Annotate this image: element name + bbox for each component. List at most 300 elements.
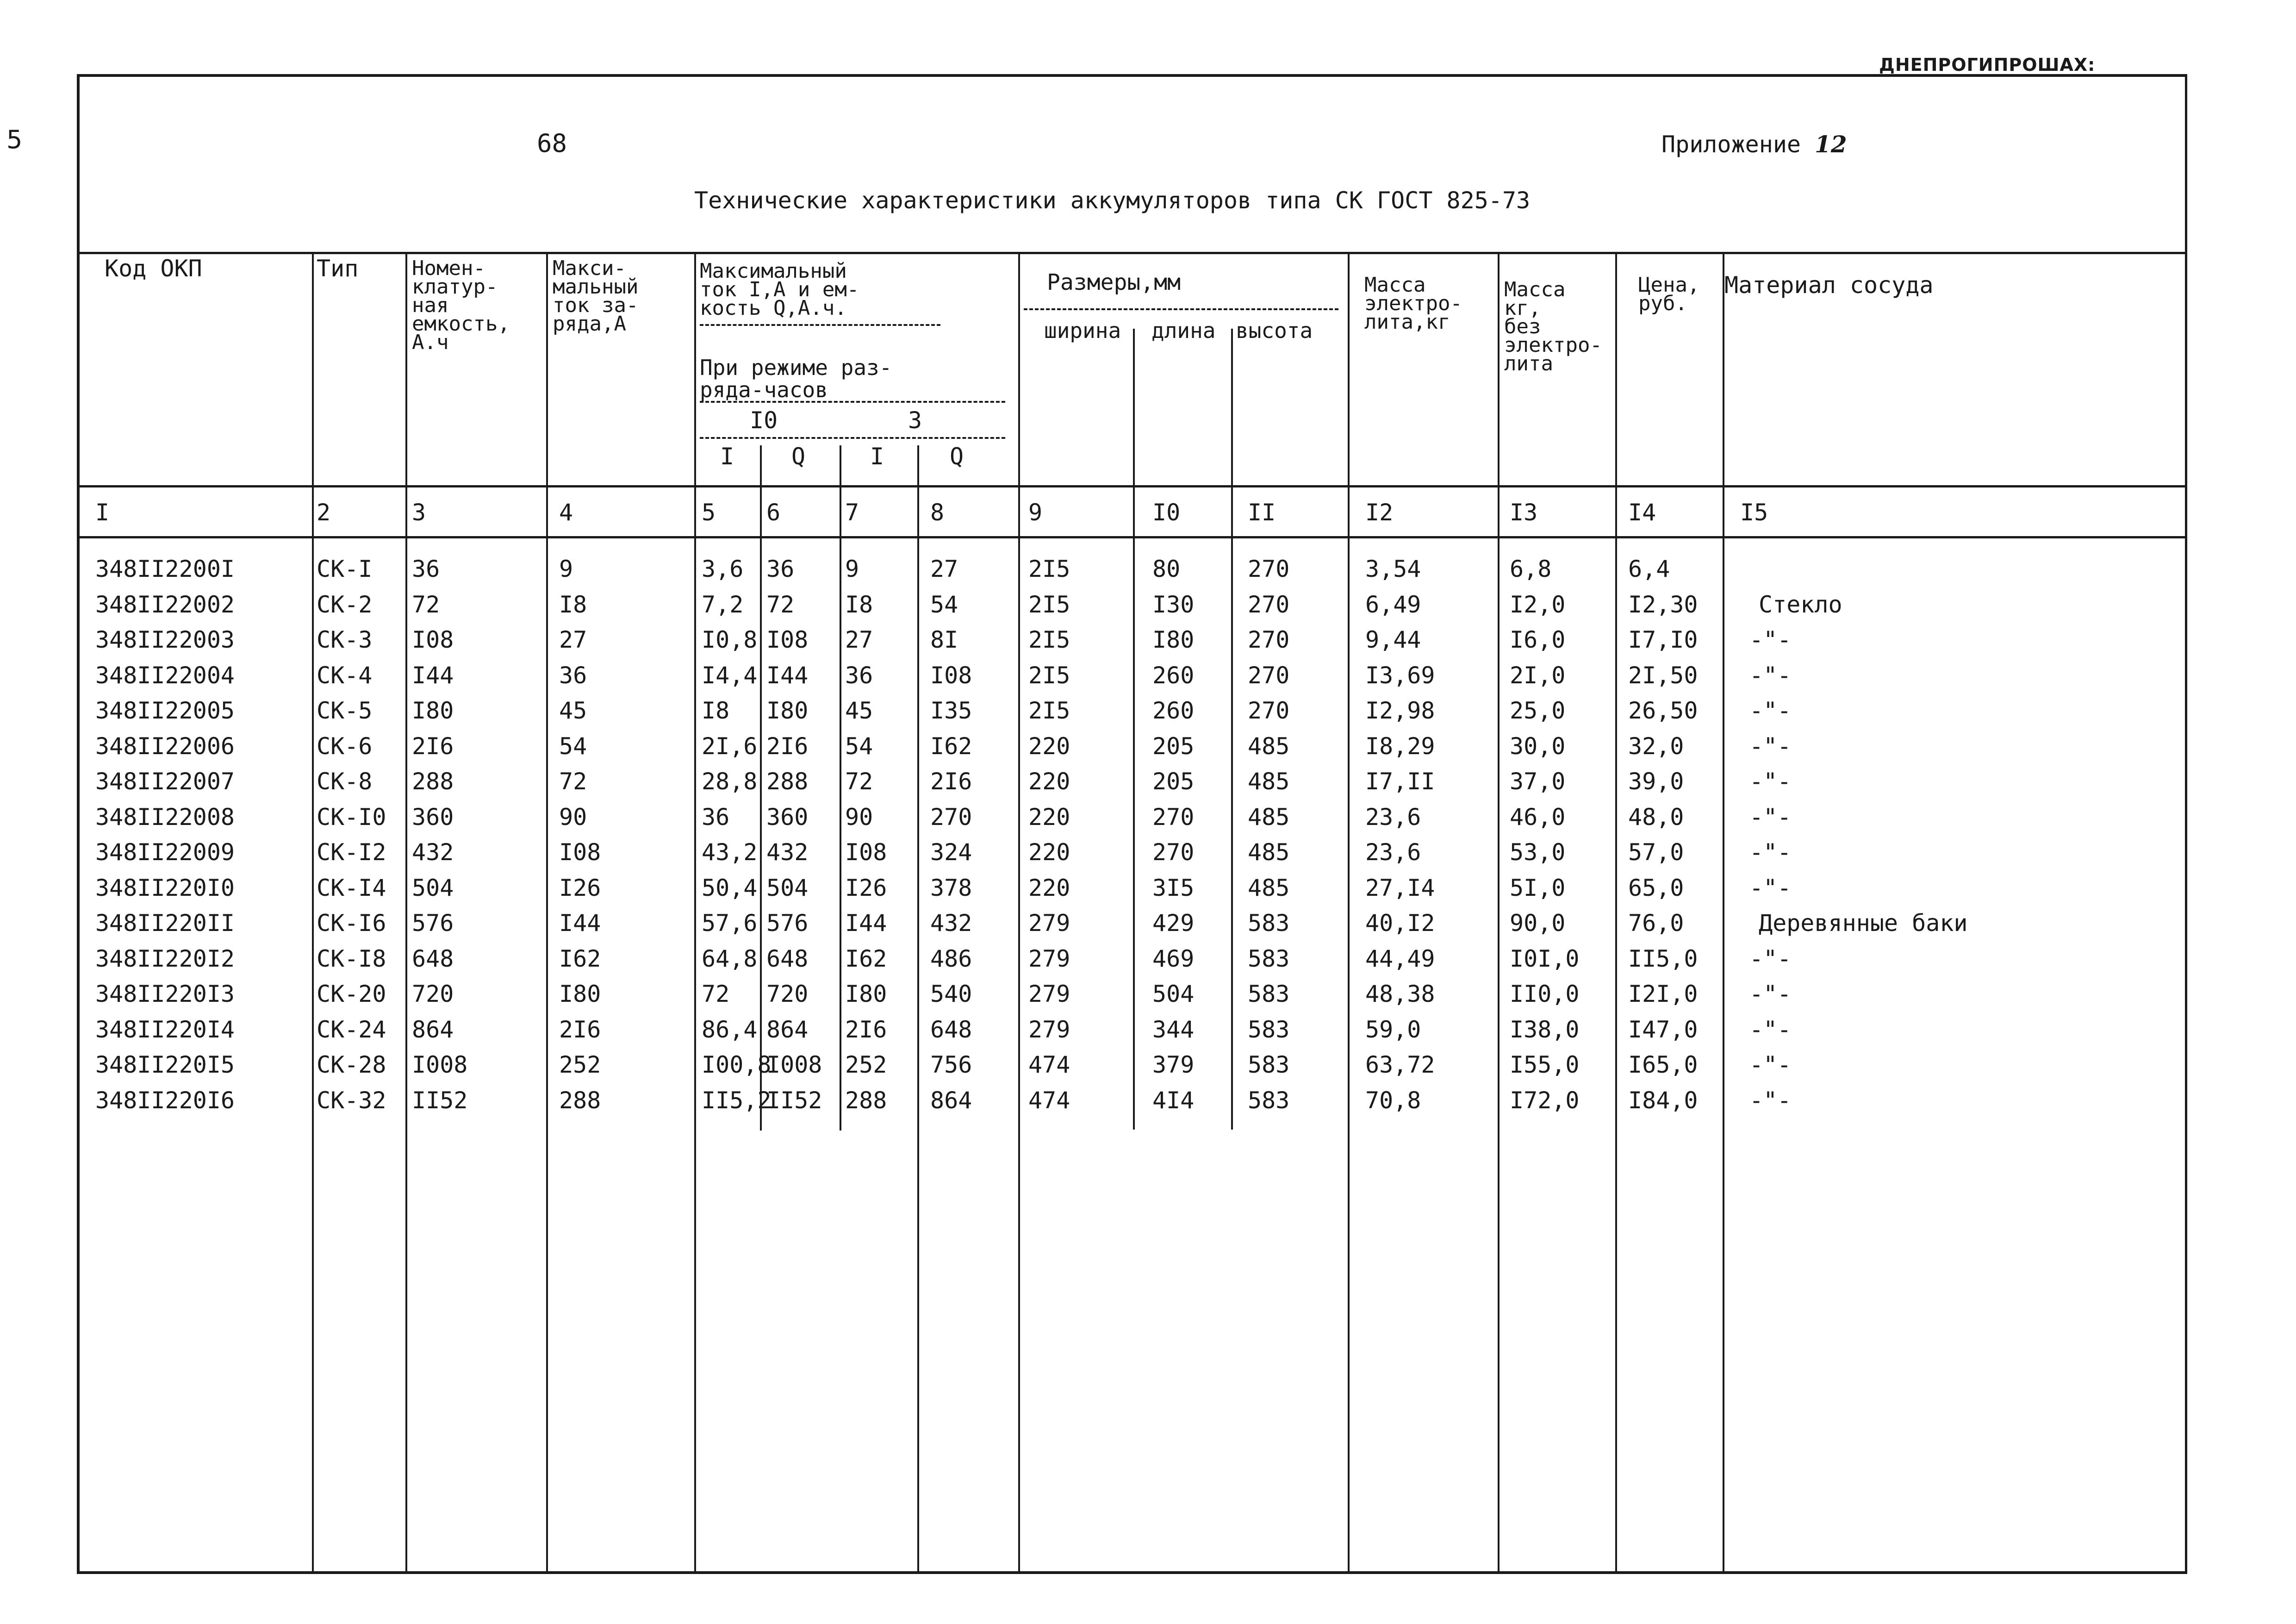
table-cell: I008	[766, 1051, 822, 1078]
appendix-text: Приложение	[1661, 131, 1801, 158]
table-cell: 36	[702, 803, 730, 831]
table-cell: 72	[559, 768, 587, 795]
col-divider	[917, 445, 919, 1572]
table-cell: 360	[766, 803, 809, 831]
table-cell: I08	[559, 839, 601, 866]
table-cell: 379	[1152, 1051, 1195, 1078]
table-cell: 72	[412, 591, 440, 618]
table-cell: СК-I	[317, 556, 373, 582]
table-cell: I80	[559, 981, 601, 1007]
table-cell: 348II220II	[95, 910, 235, 937]
table-cell: I008	[412, 1051, 468, 1078]
table-cell: 2I6	[766, 732, 809, 760]
table-cell: 44,49	[1365, 945, 1435, 972]
table-cell: 25,0	[1510, 697, 1566, 724]
column-number: I3	[1510, 499, 1538, 526]
table-cell: 2I5	[1028, 626, 1070, 653]
table-cell: 8I	[930, 626, 958, 653]
table-cell: I6,0	[1510, 626, 1566, 653]
table-cell: 65,0	[1628, 874, 1684, 901]
table-cell: I7,II	[1365, 768, 1435, 795]
table-cell: 504	[1152, 981, 1195, 1007]
col-type-header: Тип	[317, 255, 359, 282]
table-cell: 348II22006	[95, 732, 235, 760]
column-numbers-rule	[79, 536, 2185, 538]
table-cell: 2I,50	[1628, 662, 1698, 689]
table-cell: 485	[1248, 874, 1290, 901]
table-cell: 2I,6	[702, 732, 758, 760]
table-cell: 720	[766, 981, 809, 1007]
column-number: I4	[1628, 499, 1656, 526]
table-cell: I8	[559, 591, 587, 618]
table-cell: 348II220I4	[95, 1016, 235, 1043]
col-divider	[1231, 329, 1233, 1130]
col-divider	[546, 252, 548, 1572]
column-number: 9	[1028, 499, 1043, 526]
col-divider	[1133, 329, 1135, 1130]
table-cell: 220	[1028, 768, 1070, 795]
table-cell: -"-	[1749, 1051, 1792, 1078]
appendix-number: 12	[1815, 131, 1847, 158]
column-number: 3	[412, 499, 426, 526]
table-cell: 360	[412, 803, 454, 831]
table-cell: 485	[1248, 768, 1290, 795]
column-number: II	[1248, 499, 1276, 526]
table-cell: 72	[702, 981, 730, 1007]
table-cell: 260	[1152, 697, 1195, 724]
table-cell: I3,69	[1365, 662, 1435, 689]
table-cell: СК-I2	[317, 839, 386, 866]
table-cell: I26	[845, 874, 887, 901]
table-cell: 36	[766, 556, 795, 582]
table-cell: 40,I2	[1365, 910, 1435, 937]
table-cell: 70,8	[1365, 1087, 1421, 1114]
table-cell: I08	[412, 626, 454, 653]
table-cell: II0,0	[1510, 981, 1580, 1007]
table-cell: 540	[930, 981, 972, 1007]
table-cell: 348II220I3	[95, 981, 235, 1007]
table-cell: 6,4	[1628, 556, 1670, 582]
table-cell: 30,0	[1510, 732, 1566, 760]
table-cell: Деревянные баки	[1759, 910, 1968, 937]
table-cell: 64,8	[702, 945, 758, 972]
table-cell: 348II22004	[95, 662, 235, 689]
table-cell: I8	[702, 697, 730, 724]
table-cell: I80	[412, 697, 454, 724]
table-cell: СК-5	[317, 697, 373, 724]
table-cell: I80	[1152, 626, 1195, 653]
table-cell: 348II220I2	[95, 945, 235, 972]
table-cell: 220	[1028, 839, 1070, 866]
table-cell: 288	[412, 768, 454, 795]
table-cell: СК-I6	[317, 910, 386, 937]
table-cell: 279	[1028, 981, 1070, 1007]
table-cell: 270	[1152, 839, 1195, 866]
column-number: I0	[1152, 499, 1181, 526]
sub-capacity-10: Q	[791, 443, 806, 470]
mass-no-electrolyte-header: Масса кг, без электро- лита	[1504, 278, 1602, 375]
table-cell: 3,6	[702, 556, 744, 582]
header-top-rule	[79, 252, 2185, 254]
table-cell: 6,49	[1365, 591, 1421, 618]
table-cell: -"-	[1749, 697, 1792, 724]
dimensions-header: Размеры,мм	[1047, 269, 1181, 295]
table-cell: 270	[1248, 697, 1290, 724]
table-cell: 7,2	[702, 591, 744, 618]
table-cell: 9	[845, 556, 859, 582]
table-cell: 270	[1248, 662, 1290, 689]
table-cell: 53,0	[1510, 839, 1566, 866]
table-cell: -"-	[1749, 803, 1792, 831]
table-cell: 54	[559, 732, 587, 760]
table-cell: 648	[412, 945, 454, 972]
table-cell: 378	[930, 874, 972, 901]
table-cell: 220	[1028, 874, 1070, 901]
table-cell: 583	[1248, 945, 1290, 972]
table-cell: 864	[412, 1016, 454, 1043]
table-cell: 57,6	[702, 910, 758, 937]
table-cell: 864	[766, 1016, 809, 1043]
table-cell: 76,0	[1628, 910, 1684, 937]
table-cell: I65,0	[1628, 1051, 1698, 1078]
table-cell: 36	[559, 662, 587, 689]
table-cell: 6,8	[1510, 556, 1552, 582]
table-cell: 50,4	[702, 874, 758, 901]
table-cell: 344	[1152, 1016, 1195, 1043]
table-cell: 348II220I5	[95, 1051, 235, 1078]
table-cell: -"-	[1749, 981, 1792, 1007]
col-capacity-header: Номен- клатур- ная емкость, А.ч	[412, 256, 510, 354]
table-cell: I55,0	[1510, 1051, 1580, 1078]
column-number: 6	[766, 499, 781, 526]
table-cell: 474	[1028, 1051, 1070, 1078]
table-cell: 260	[1152, 662, 1195, 689]
mode-sub-underline	[700, 437, 1005, 439]
table-cell: 576	[766, 910, 809, 937]
table-cell: 279	[1028, 1016, 1070, 1043]
table-cell: 63,72	[1365, 1051, 1435, 1078]
table-cell: -"-	[1749, 874, 1792, 901]
table-cell: -"-	[1749, 732, 1792, 760]
table-cell: 28,8	[702, 768, 758, 795]
table-cell: 576	[412, 910, 454, 937]
table-cell: I2,0	[1510, 591, 1566, 618]
table-cell: 2I,0	[1510, 662, 1566, 689]
table-cell: II52	[412, 1087, 468, 1114]
mode-10-hours: I0	[750, 407, 778, 434]
table-cell: 348II220I6	[95, 1087, 235, 1114]
table-cell: I2I,0	[1628, 981, 1698, 1007]
group-underline	[700, 324, 940, 326]
table-cell: I62	[845, 945, 887, 972]
table-cell: 270	[930, 803, 972, 831]
page-number: 68	[537, 129, 567, 158]
table-cell: 36	[412, 556, 440, 582]
table-cell: I2,98	[1365, 697, 1435, 724]
table-cell: 23,6	[1365, 803, 1421, 831]
header-bottom-rule	[79, 485, 2185, 487]
col-okp-code-header: Код ОКП	[105, 255, 202, 282]
table-cell: 86,4	[702, 1016, 758, 1043]
height-header: высота	[1236, 318, 1313, 343]
table-cell: 3I5	[1152, 874, 1195, 901]
table-cell: 45	[845, 697, 873, 724]
table-cell: 46,0	[1510, 803, 1566, 831]
table-cell: 57,0	[1628, 839, 1684, 866]
table-cell: I8	[845, 591, 873, 618]
table-cell: I4,4	[702, 662, 758, 689]
table-cell: 72	[845, 768, 873, 795]
table-cell: 45	[559, 697, 587, 724]
table-cell: СК-24	[317, 1016, 386, 1043]
table-cell: II52	[766, 1087, 822, 1114]
table-cell: 252	[845, 1051, 887, 1078]
table-cell: 205	[1152, 732, 1195, 760]
table-cell: I84,0	[1628, 1087, 1698, 1114]
table-cell: 485	[1248, 732, 1290, 760]
document-title: Технические характеристики аккумуляторов типа СК ГОСТ 825-73	[694, 187, 1531, 214]
table-cell: СК-I4	[317, 874, 386, 901]
column-number: I2	[1365, 499, 1394, 526]
table-cell: 205	[1152, 768, 1195, 795]
col-divider	[405, 252, 407, 1572]
vessel-material-header: Материал сосуда	[1724, 272, 1934, 299]
table-cell: 90,0	[1510, 910, 1566, 937]
table-cell: II5,0	[1628, 945, 1698, 972]
table-cell: 270	[1248, 591, 1290, 618]
table-cell: 583	[1248, 1087, 1290, 1114]
table-cell: 348II22003	[95, 626, 235, 653]
table-cell: I44	[845, 910, 887, 937]
table-cell: I44	[412, 662, 454, 689]
sub-current-10: I	[720, 443, 734, 470]
table-cell: 5I,0	[1510, 874, 1566, 901]
table-cell: 2I5	[1028, 591, 1070, 618]
discharge-mode-header: При режиме раз- ряда-часов	[700, 355, 892, 402]
mode-underline	[700, 401, 1005, 403]
table-cell: Стекло	[1759, 591, 1842, 618]
table-cell: СК-32	[317, 1087, 386, 1114]
table-cell: 485	[1248, 803, 1290, 831]
column-number: I	[95, 499, 110, 526]
table-cell: 48,38	[1365, 981, 1435, 1007]
table-cell: 583	[1248, 1051, 1290, 1078]
table-cell: -"-	[1749, 662, 1792, 689]
table-cell: 2I6	[559, 1016, 601, 1043]
table-cell: 72	[766, 591, 795, 618]
table-cell: 2I5	[1028, 662, 1070, 689]
table-cell: 43,2	[702, 839, 758, 866]
table-cell: СК-I0	[317, 803, 386, 831]
col-max-charge-header: Макси- мальный ток за- ряда,А	[553, 256, 639, 336]
table-cell: СК-4	[317, 662, 373, 689]
table-cell: -"-	[1749, 768, 1792, 795]
table-cell: 3,54	[1365, 556, 1421, 582]
table-cell: СК-3	[317, 626, 373, 653]
table-cell: СК-28	[317, 1051, 386, 1078]
table-cell: 32,0	[1628, 732, 1684, 760]
table-cell: I8,29	[1365, 732, 1435, 760]
table-cell: 23,6	[1365, 839, 1421, 866]
sub-capacity-3: Q	[950, 443, 964, 470]
table-cell: 469	[1152, 945, 1195, 972]
table-cell: I2,30	[1628, 591, 1698, 618]
margin-number: 5	[6, 125, 23, 154]
table-cell: 26,50	[1628, 697, 1698, 724]
table-cell: 80	[1152, 556, 1181, 582]
table-cell: 270	[1248, 556, 1290, 582]
table-cell: СК-6	[317, 732, 373, 760]
table-cell: 504	[412, 874, 454, 901]
table-cell: 485	[1248, 839, 1290, 866]
table-cell: 348II22005	[95, 697, 235, 724]
organization-stamp: ДНЕПРОГИПРОШАХ:	[1879, 55, 2096, 75]
table-cell: 36	[845, 662, 873, 689]
table-cell: I47,0	[1628, 1016, 1698, 1043]
table-cell: 348II22002	[95, 591, 235, 618]
col-divider	[1348, 252, 1350, 1572]
table-cell: 288	[845, 1087, 887, 1114]
table-cell: 348II2200I	[95, 556, 235, 582]
table-cell: I00,8	[702, 1051, 772, 1078]
table-cell: 27,I4	[1365, 874, 1435, 901]
table-cell: I38,0	[1510, 1016, 1580, 1043]
col-divider	[694, 252, 696, 1572]
table-cell: 429	[1152, 910, 1195, 937]
column-number: 5	[702, 499, 716, 526]
table-cell: -"-	[1749, 945, 1792, 972]
table-cell: 720	[412, 981, 454, 1007]
table-cell: 432	[412, 839, 454, 866]
width-header: ширина	[1044, 318, 1121, 343]
table-cell: 348II22009	[95, 839, 235, 866]
table-cell: 288	[766, 768, 809, 795]
table-cell: СК-20	[317, 981, 386, 1007]
table-frame	[77, 74, 2187, 1574]
table-cell: 504	[766, 874, 809, 901]
table-cell: I30	[1152, 591, 1195, 618]
table-cell: 252	[559, 1051, 601, 1078]
table-cell: 583	[1248, 910, 1290, 937]
table-cell: I80	[845, 981, 887, 1007]
column-number: I5	[1740, 499, 1768, 526]
column-number: 4	[559, 499, 573, 526]
price-header: Цена, руб.	[1638, 273, 1700, 315]
table-cell: 220	[1028, 732, 1070, 760]
col-divider	[312, 252, 314, 1572]
table-cell: I44	[559, 910, 601, 937]
col-divider	[1498, 252, 1500, 1572]
table-cell: I62	[930, 732, 972, 760]
table-cell: I44	[766, 662, 809, 689]
table-cell: 270	[1248, 626, 1290, 653]
table-cell: 583	[1248, 981, 1290, 1007]
table-cell: 48,0	[1628, 803, 1684, 831]
table-cell: 348II220I0	[95, 874, 235, 901]
table-cell: 90	[559, 803, 587, 831]
table-cell: 9,44	[1365, 626, 1421, 653]
table-cell: -"-	[1749, 1087, 1792, 1114]
table-cell: 486	[930, 945, 972, 972]
table-cell: 474	[1028, 1087, 1070, 1114]
table-cell: 432	[766, 839, 809, 866]
table-cell: 2I6	[412, 732, 454, 760]
table-cell: 54	[930, 591, 958, 618]
col-divider	[840, 445, 841, 1131]
table-cell: I80	[766, 697, 809, 724]
col-divider	[1615, 252, 1617, 1572]
table-cell: 27	[845, 626, 873, 653]
table-cell: 2I6	[845, 1016, 887, 1043]
table-cell: 54	[845, 732, 873, 760]
column-number: 8	[930, 499, 945, 526]
table-cell: 279	[1028, 910, 1070, 937]
table-cell: I0,8	[702, 626, 758, 653]
dimensions-underline	[1024, 308, 1338, 310]
mode-3-hours: 3	[908, 407, 922, 434]
table-cell: 27	[559, 626, 587, 653]
table-cell: I08	[930, 662, 972, 689]
table-cell: 279	[1028, 945, 1070, 972]
table-cell: 648	[930, 1016, 972, 1043]
column-number: 2	[317, 499, 331, 526]
column-number: 7	[845, 499, 859, 526]
table-cell: 4I4	[1152, 1087, 1195, 1114]
table-cell: 432	[930, 910, 972, 937]
table-cell: 9	[559, 556, 573, 582]
table-cell: 288	[559, 1087, 601, 1114]
length-header: длина	[1151, 318, 1216, 343]
table-cell: СК-I8	[317, 945, 386, 972]
sub-current-3: I	[870, 443, 884, 470]
table-cell: 348II22008	[95, 803, 235, 831]
table-cell: 2I6	[930, 768, 972, 795]
table-cell: I62	[559, 945, 601, 972]
table-cell: 2I5	[1028, 697, 1070, 724]
table-cell: -"-	[1749, 839, 1792, 866]
table-cell: 59,0	[1365, 1016, 1421, 1043]
col-divider	[1018, 252, 1020, 1572]
appendix-label	[1661, 131, 1847, 158]
table-cell: 37,0	[1510, 768, 1566, 795]
table-cell: I0I,0	[1510, 945, 1580, 972]
table-cell: I7,I0	[1628, 626, 1698, 653]
table-cell: 756	[930, 1051, 972, 1078]
col-max-current-header: Максимальный ток I,А и ем- кость Q,А.ч.	[700, 259, 859, 320]
table-cell: -"-	[1749, 1016, 1792, 1043]
table-cell: 348II22007	[95, 768, 235, 795]
table-cell: 2I5	[1028, 556, 1070, 582]
table-cell: I72,0	[1510, 1087, 1580, 1114]
table-cell: 864	[930, 1087, 972, 1114]
table-cell: 648	[766, 945, 809, 972]
table-cell: СК-8	[317, 768, 373, 795]
table-cell: I26	[559, 874, 601, 901]
table-cell: 583	[1248, 1016, 1290, 1043]
table-cell: 39,0	[1628, 768, 1684, 795]
table-cell: I08	[766, 626, 809, 653]
table-cell: 90	[845, 803, 873, 831]
table-cell: I35	[930, 697, 972, 724]
table-cell: I08	[845, 839, 887, 866]
col-divider	[760, 445, 762, 1131]
table-cell: 324	[930, 839, 972, 866]
electrolyte-mass-header: Масса электро- лита,кг	[1364, 273, 1462, 334]
table-cell: II5,2	[702, 1087, 772, 1114]
table-cell: 27	[930, 556, 958, 582]
table-cell: 220	[1028, 803, 1070, 831]
table-cell: СК-2	[317, 591, 373, 618]
